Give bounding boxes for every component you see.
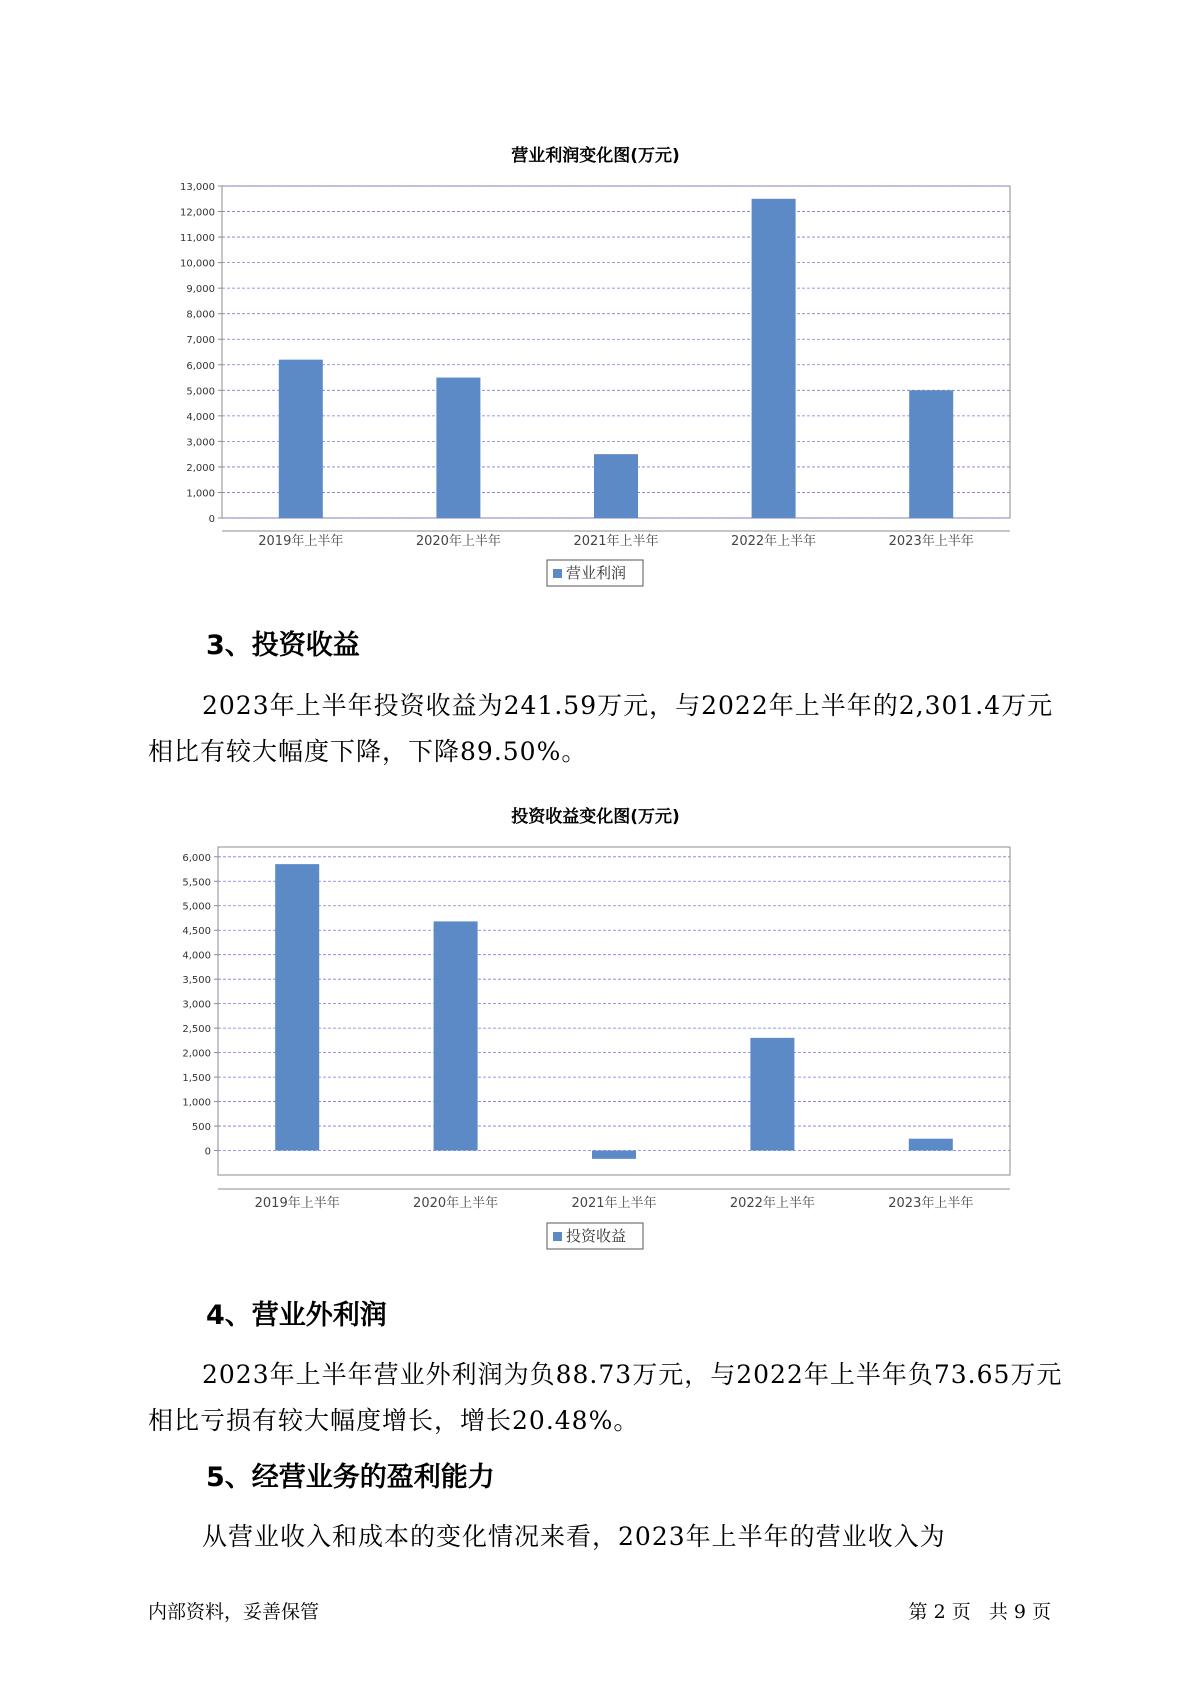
x-tick-label: 2022年上半年	[729, 1196, 815, 1211]
y-tick-label: 4,000	[186, 411, 215, 423]
legend-label: 投资收益	[566, 1227, 627, 1245]
legend-label: 营业利润	[566, 564, 627, 582]
y-tick-label: 1,000	[182, 1097, 211, 1109]
y-tick-label: 0	[204, 1146, 211, 1158]
chart1-title: 营业利润变化图(万元)	[511, 146, 680, 166]
investment-income-chart	[0, 822, 1191, 1262]
x-tick-label: 2020年上半年	[415, 534, 501, 549]
y-tick-label: 4,500	[182, 926, 211, 938]
section4-paragraph: 2023年上半年营业外利润为负88.73万元，与2022年上半年负73.65万元相比亏损有较大幅度增长，增长20.48%。	[148, 1360, 1063, 1435]
y-tick-label: 6,000	[182, 852, 211, 864]
bar-2020年上半年	[436, 378, 480, 518]
x-tick-label: 2019年上半年	[254, 1196, 340, 1211]
section3-paragraph: 2023年上半年投资收益为241.59万元，与2022年上半年的2,301.4万元相比有较大幅度下降，下降89.50%。	[148, 691, 1054, 766]
legend-swatch	[553, 569, 562, 578]
x-tick-label: 2020年上半年	[413, 1196, 499, 1211]
y-tick-label: 1,500	[182, 1073, 211, 1085]
y-tick-label: 1,000	[186, 488, 215, 500]
y-tick-label: 7,000	[186, 335, 215, 347]
x-tick-label: 2021年上半年	[573, 534, 659, 549]
y-tick-label: 3,000	[186, 437, 215, 449]
bar-2023年上半年	[909, 390, 953, 518]
x-tick-label: 2022年上半年	[731, 534, 817, 549]
y-tick-label: 12,000	[180, 207, 215, 219]
y-tick-label: 8,000	[186, 309, 215, 321]
legend-swatch	[553, 1232, 562, 1241]
legend	[547, 1223, 643, 1249]
x-tick-label: 2023年上半年	[888, 1196, 974, 1211]
section5-heading: 5、经营业务的盈利能力	[206, 1462, 495, 1493]
bar-2019年上半年	[279, 360, 323, 518]
y-tick-label: 5,500	[182, 877, 211, 889]
bar-2019年上半年	[275, 864, 319, 1150]
y-tick-label: 9,000	[186, 284, 215, 296]
footer-page-number: 第 2 页 共 9 页	[908, 1601, 1051, 1623]
y-tick-label: 0	[208, 514, 215, 525]
x-tick-label: 2019年上半年	[258, 534, 344, 549]
x-tick-label: 2021年上半年	[571, 1196, 657, 1211]
bar-2020年上半年	[434, 921, 478, 1150]
y-tick-label: 13,000	[180, 182, 215, 193]
bar-2021年上半年	[594, 454, 638, 518]
y-tick-label: 2,000	[182, 1048, 211, 1060]
y-tick-label: 2,500	[182, 1024, 211, 1036]
y-tick-label: 10,000	[180, 258, 215, 270]
y-tick-label: 3,500	[182, 975, 211, 987]
chart2-title: 投资收益变化图(万元)	[511, 807, 680, 827]
bar-2023年上半年	[909, 1139, 953, 1151]
y-tick-label: 3,000	[182, 999, 211, 1011]
section4-heading: 4、营业外利润	[206, 1300, 387, 1331]
y-tick-label: 5,000	[186, 386, 215, 398]
y-tick-label: 2,000	[186, 462, 215, 474]
section5-paragraph: 从营业收入和成本的变化情况来看，2023年上半年的营业收入为	[202, 1522, 946, 1551]
y-tick-label: 11,000	[180, 233, 215, 245]
legend	[547, 560, 643, 586]
y-tick-label: 6,000	[186, 360, 215, 372]
y-tick-label: 500	[191, 1122, 211, 1134]
bar-2022年上半年	[752, 199, 796, 518]
y-tick-label: 4,000	[182, 950, 211, 962]
footer-confidential-note: 内部资料，妥善保管	[148, 1601, 320, 1623]
section3-heading: 3、投资收益	[206, 630, 360, 661]
x-tick-label: 2023年上半年	[888, 534, 974, 549]
operating-profit-chart	[0, 160, 1191, 600]
bar-2022年上半年	[750, 1038, 794, 1151]
bar-2021年上半年	[592, 1151, 636, 1159]
y-tick-label: 5,000	[182, 901, 211, 913]
